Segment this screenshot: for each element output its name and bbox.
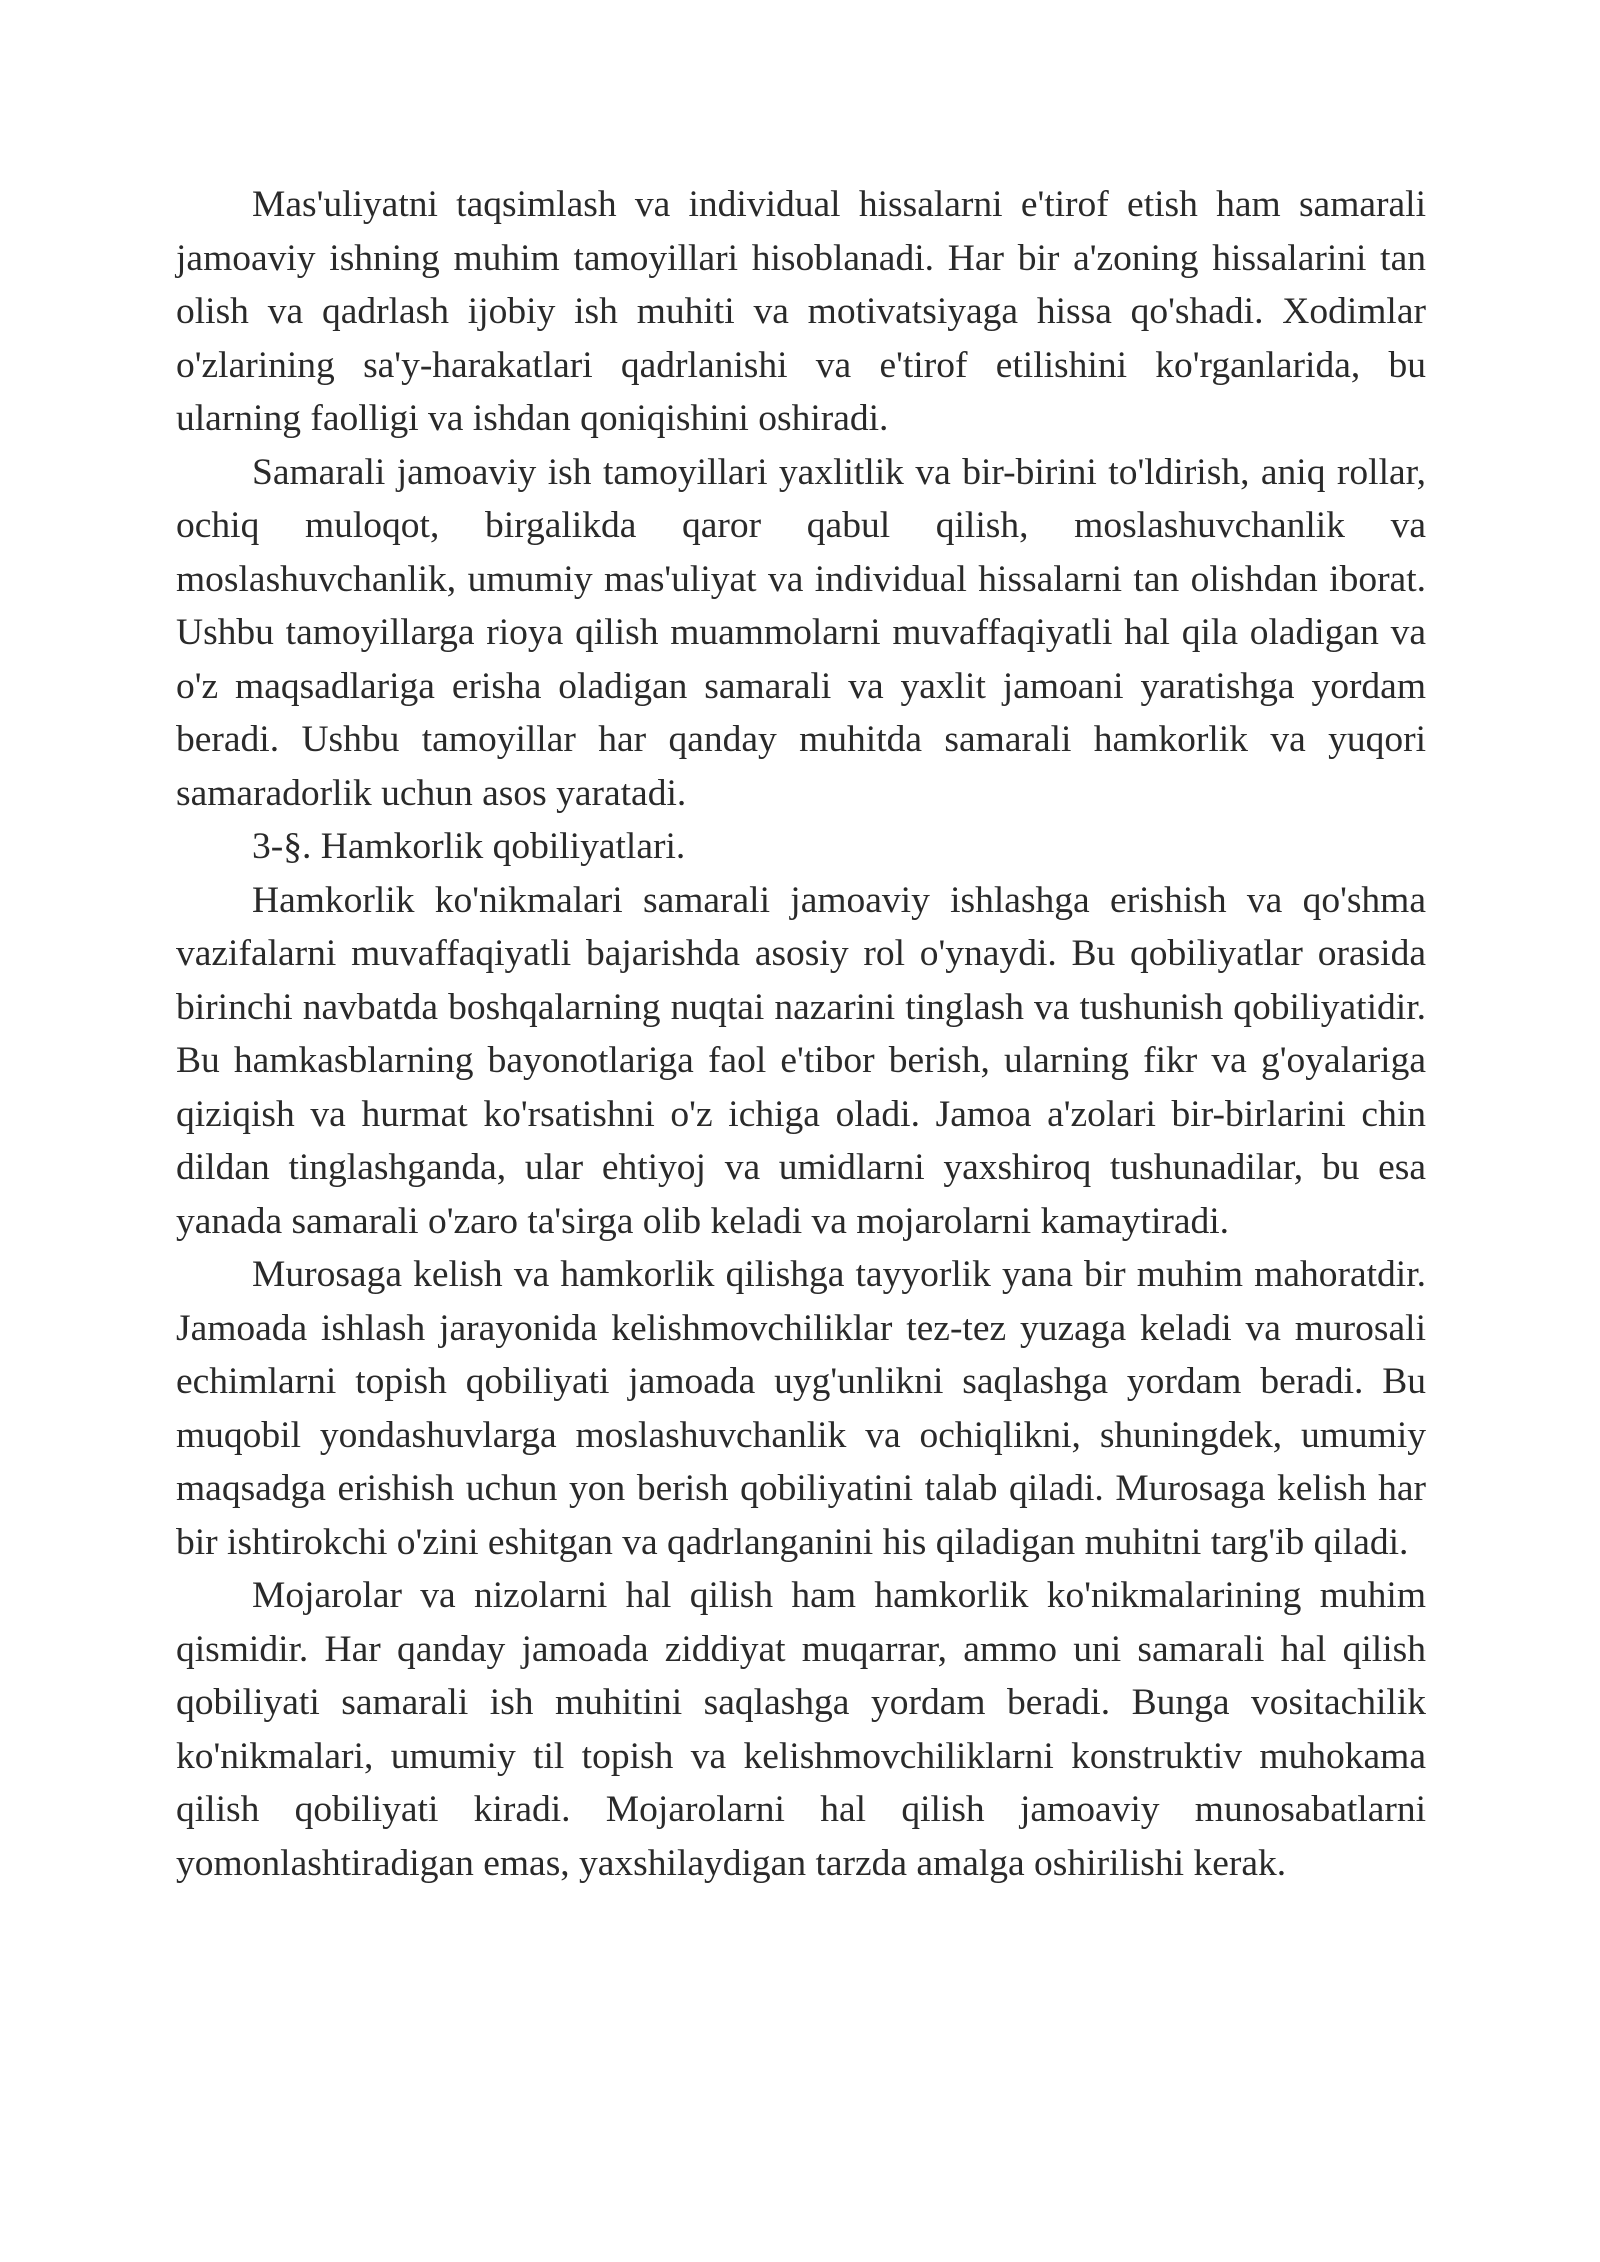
paragraph-responsibility: Mas'uliyatni taqsimlash va individual hissalarni e'tirof etish ham samarali jamoaviy ishning muhim tamoyillari hisoblanadi. Har bir a'zoning hissalarini tan olish va qadrlash ijobiy ish muhiti va motivatsiyaga hissa qo'shadi. Xodimlar o'zlarining sa'y-harakatlari qadrlanishi va e'tirof etilishini ko'rganlarida, bu ularning faolligi va ishdan qoniqishini oshiradi. [176, 184, 1426, 439]
paragraph-teamwork-principles: Samarali jamoaviy ish tamoyillari yaxlitlik va bir-birini to'ldirish, aniq rollar, ochiq muloqot, birgalikda qaror qabul qilish, moslashuvchanlik va moslashuvchanlik, umumiy mas'uliyat va individual hissalarni tan olishdan iborat. Ushbu tamoyillarga rioya qilish muammolarni muvaffaqiyatli hal qila oladigan va o'z maqsadlariga erisha oladigan samarali va yaxlit jamoani yaratishga yordam beradi. Ushbu tamoyillar har qanday muhitda samarali hamkorlik va yuqori samaradorlik uchun asos yaratadi. [176, 451, 1426, 814]
paragraph-conflict-resolution: Mojarolar va nizolarni hal qilish ham hamkorlik ko'nikmalarining muhim qismidir. Har qanday jamoada ziddiyat muqarrar, ammo uni samarali hal qilish qobiliyati samarali ish muhitini saqlashga yordam beradi. Bunga vositachilik ko'nikmalari, umumiy til topish va kelishmovchiliklarni konstruktiv muhokama qilish qobiliyati kiradi. Mojarolarni hal qilish jamoaviy munosabatlarni yomonlashtiradigan emas, yaxshilaydigan tarzda amalga oshirilishi kerak. [176, 1575, 1426, 1884]
paragraph-collaboration-skills: Hamkorlik ko'nikmalari samarali jamoaviy ishlashga erishish va qo'shma vazifalarni muvaffaqiyatli bajarishda asosiy rol o'ynaydi. Bu qobiliyatlar orasida birinchi navbatda boshqalarning nuqtai nazarini tinglash va tushunish qobiliyatidir. Bu hamkasblarning bayonotlariga faol e'tibor berish, ularning fikr va g'oyalariga qiziqish va hurmat ko'rsatishni o'z ichiga oladi. Jamoa a'zolari bir-birlarini chin dildan tinglashganda, ular ehtiyoj va umidlarni yaxshiroq tushunadilar, bu esa yanada samarali o'zaro ta'sirga olib keladi va mojarolarni kamaytiradi. [176, 879, 1426, 1242]
document-body [176, 178, 1426, 1890]
section-heading: 3-§. Hamkorlik qobiliyatlari. [252, 826, 686, 867]
paragraph-compromise: Murosaga kelish va hamkorlik qilishga tayyorlik yana bir muhim mahoratdir. Jamoada ishlash jarayonida kelishmovchiliklar tez-tez yuzaga keladi va murosali echimlarni topish qobiliyati jamoada uyg'unlikni saqlashga yordam beradi. Bu muqobil yondashuvlarga moslashuvchanlik va ochiqlikni, shuningdek, umumiy maqsadga erishish uchun yon berish qobiliyatini talab qiladi. Murosaga kelish har bir ishtirokchi o'zini eshitgan va qadrlanganini his qiladigan muhitni targ'ib qiladi. [176, 1254, 1426, 1563]
